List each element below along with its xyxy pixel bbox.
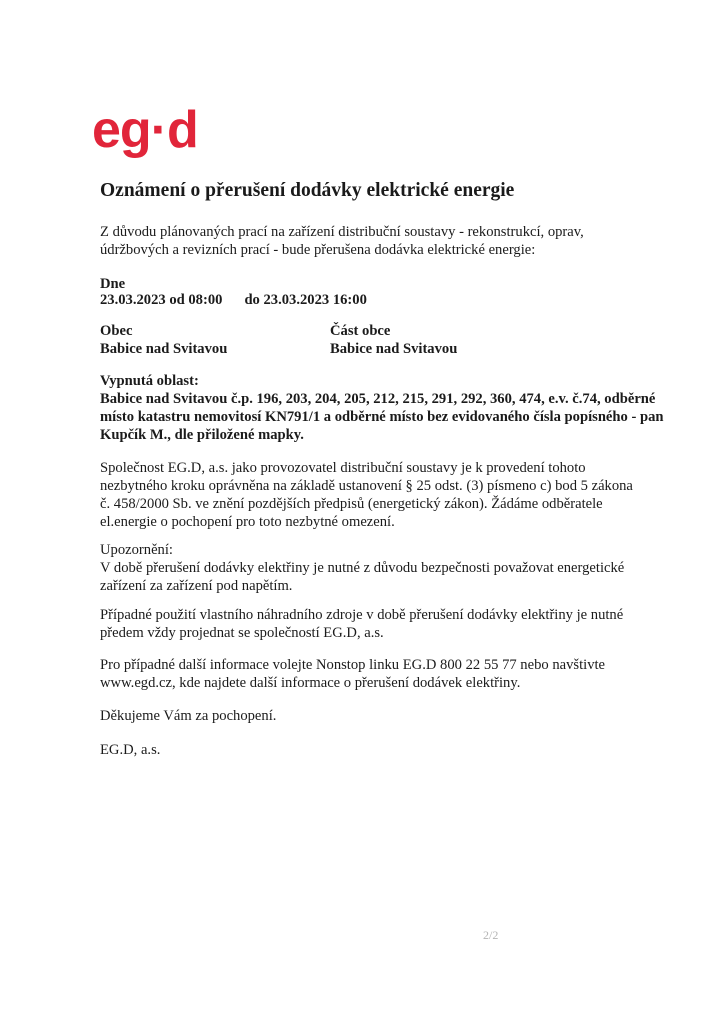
date-from: 23.03.2023 od 08:00 [100, 292, 223, 308]
obec-label: Obec [100, 323, 133, 339]
date-range [100, 291, 640, 309]
obec-value: Babice nad Svitavou [100, 341, 228, 357]
obec-section [100, 322, 227, 358]
warning-label: Upozornění: [100, 542, 173, 558]
page-number: 2/2 [483, 928, 499, 942]
info-paragraph: Pro případné další informace volejte Nonstop linku EG.D 800 22 55 77 nebo navštivte www.egd.cz, kde najdete další informace o přerušení dodávek elektřiny. [100, 657, 606, 691]
warning-section [100, 541, 640, 595]
affected-area-section [100, 372, 680, 444]
intro-paragraph: Z důvodu plánovaných prací na zařízení distribuční soustavy - rekonstrukcí, oprav, údržbových a revizních prací - bude přerušena dodávka elektrické energie: [100, 224, 584, 258]
affected-area-label: Vypnutá oblast: [100, 373, 199, 389]
egd-logo: eg·d [92, 101, 198, 159]
own-source-paragraph: Případné použití vlastního náhradního zdroje v době přerušení dodávky elektřiny je nutné předem vždy projednat se společností EG.D, a.s. [100, 607, 624, 641]
page-title: Oznámení o přerušení dodávky elektrické energie [100, 180, 515, 201]
thanks-text: Děkujeme Vám za pochopení. [100, 708, 277, 724]
cast-obce-section [330, 322, 457, 358]
cast-obce-value: Babice nad Svitavou [330, 341, 458, 357]
date-to: do 23.03.2023 16:00 [244, 292, 367, 308]
cast-obce-label: Část obce [330, 323, 391, 339]
signature: EG.D, a.s. [100, 742, 161, 758]
warning-text: V době přerušení dodávky elektřiny je nutné z důvodu bezpečnosti považovat energetické zařízení za zařízení pod napětím. [100, 560, 625, 594]
date-label: Dne [100, 276, 126, 292]
company-paragraph: Společnost EG.D, a.s. jako provozovatel distribuční soustavy je k provedení tohoto nezbytného kroku oprávněna na základě ustanovení § 25 odst. (3) písmeno c) bod 5 zákona č. 458/2000 Sb. ve znění pozdějších předpisů (energetický zákon). Žádáme odběratele el.energie o pochopení pro toto nezbytné omezení. [100, 460, 633, 530]
affected-area-text: Babice nad Svitavou č.p. 196, 203, 204, 205, 212, 215, 291, 292, 360, 474, e.v. č.74, odběrné místo katastru nemovitosí KN791/1 a odběrné místo bez evidovaného čísla popísného - pan Kupčík M., dle přiložené mapky. [100, 391, 664, 443]
